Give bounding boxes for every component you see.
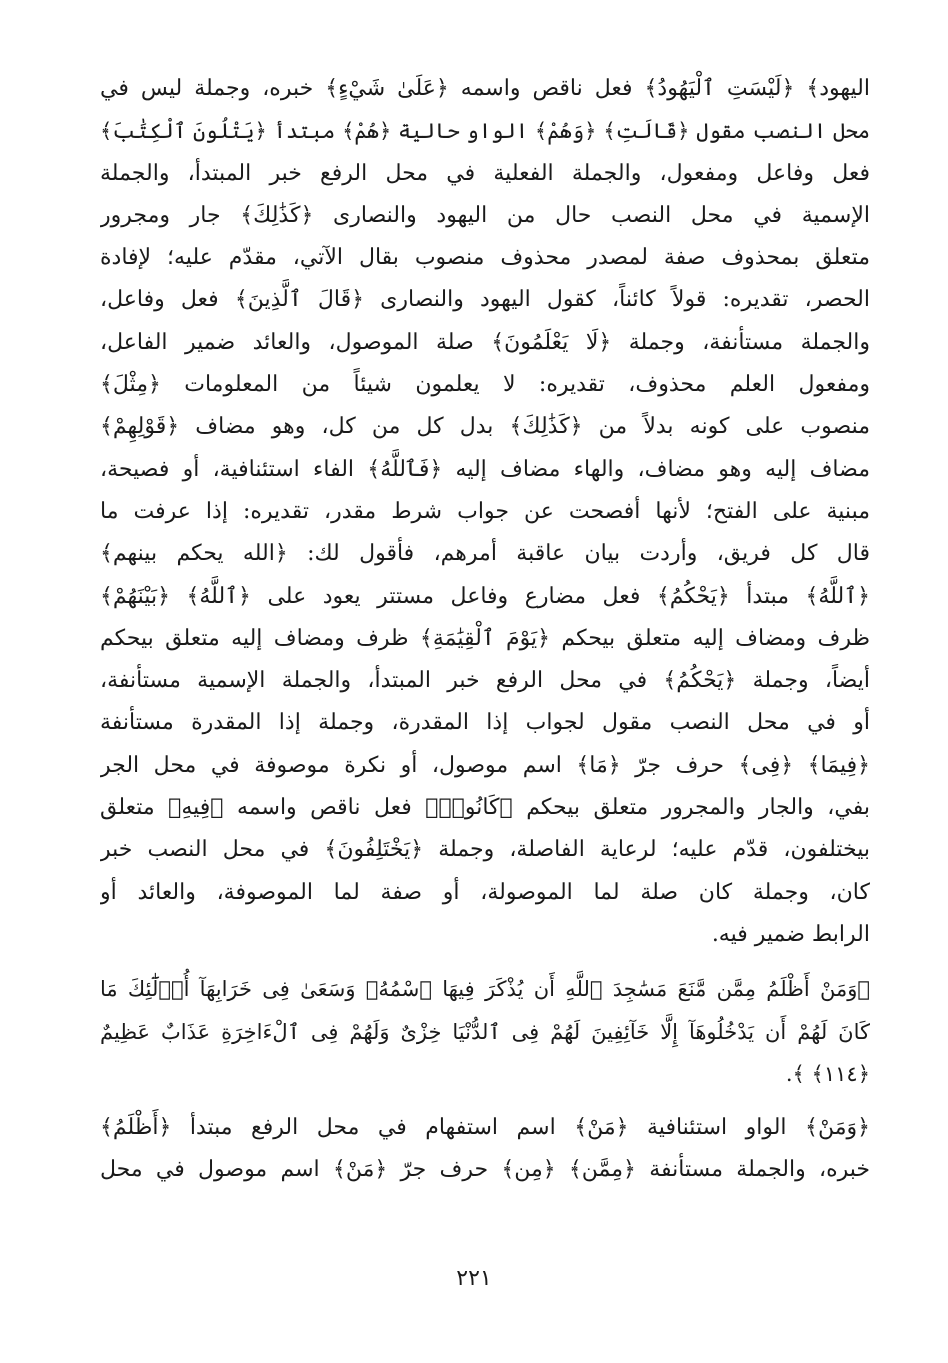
text-line: ﴿ٱللَّهُ﴾ مبتدأ ﴿يَحْكُمُ﴾ فعل مضارع وفاعل مستتر يعود على ﴿ٱللَّهُ﴾ ﴿بَيْنَهُمْ﴾ bbox=[100, 583, 870, 609]
verse-line: ﴿١١٤﴾ ﴾. bbox=[785, 1061, 870, 1086]
text-line: الرابط ضمير فيه. bbox=[711, 921, 870, 947]
text-line: كان، وجملة كان صلة لما الموصولة، أو صفة لما الموصوفة، والعائد أو bbox=[100, 879, 870, 905]
text-line: مضاف إليه وهو مضاف، والهاء مضاف إليه ﴿فَٱللَّهُ﴾ الفاء استئنافية، أو فصيحة، bbox=[100, 456, 870, 482]
text-line: ومفعول العلم محذوف، تقديره: لا يعلمون شيئاً من المعلومات ﴿مِثْلَ﴾ bbox=[100, 372, 870, 398]
text-line: منصوب على كونه بدلاً من ﴿كَذَٰلِكَ﴾ بدل كل من كل، وهو مضاف ﴿قَوْلِهِمْ﴾ bbox=[100, 414, 870, 440]
quran-verse bbox=[100, 968, 870, 1095]
paragraph-gap bbox=[100, 1095, 870, 1107]
text-line: بيختلفون، قدّم عليه؛ لرعاية الفاصلة، وجملة ﴿يَخْتَلِفُونَ﴾ في محل النصب خبر bbox=[100, 837, 870, 863]
text-line: الإسمية في محل النصب حال من اليهود والنصارى ﴿كَذَٰلِكَ﴾ جار ومجرور bbox=[100, 202, 870, 228]
text-line: فعل وفاعل ومفعول، والجملة الفعلية في محل الرفع خبر المبتدأ، والجملة bbox=[100, 160, 870, 186]
text-line: أو في محل النصب مقول لجواب إذا المقدرة، وجملة إذا المقدرة مستأنفة bbox=[100, 710, 870, 736]
page-body bbox=[100, 68, 870, 1192]
text-line: أيضاً، وجملة ﴿يَحْكُمُ﴾ في محل الرفع خبر المبتدأ، والجملة الإسمية مستأنفة، bbox=[100, 668, 870, 694]
text-line: ﴿وَمَنْ﴾ الواو استئنافية ﴿مَنْ﴾ اسم استفهام في محل الرفع مبتدأ ﴿أَظْلَمُ﴾ bbox=[100, 1115, 870, 1141]
page-number: ٢٢١ bbox=[456, 1266, 492, 1291]
text-line: متعلق بمحذوف صفة لمصدر محذوف منصوب بقال الآتي، مقدّم عليه؛ لإفادة bbox=[100, 245, 870, 271]
text-line: والجملة مستأنفة، وجملة ﴿لَا يَعْلَمُونَ﴾ صلة الموصول، والعائد ضمير الفاعل، bbox=[100, 329, 870, 355]
verse-line: كَانَ لَهُمْ أَن يَدْخُلُوهَآ إِلَّا خَآئِفِينَ لَهُمْ فِى ٱلدُّنْيَا خِزْىٌ وَلَهُمْ فِى ٱلْءَاخِرَةِ عَذَابٌ عَظِيمٌ bbox=[100, 1019, 870, 1044]
verse-line: ﴿وَمَنْ أَظْلَمُ مِمَّن مَّنَعَ مَسَٰجِدَ ٱللَّهِ أَن يُذْكَرَ فِيهَا ٱسْمُهُۥ وَسَعَىٰ فِى خَرَابِهَآ أُو۟لَٰٓئِكَ مَا bbox=[100, 977, 870, 1002]
commentary-paragraph bbox=[100, 1107, 870, 1192]
text-line: ﴿فِيمَا﴾ ﴿فِى﴾ حرف جرّ ﴿مَا﴾ اسم موصول، أو نكرة موصوفة في محل الجر bbox=[100, 752, 870, 778]
text-line: الحصر، تقديره: قولاً كائناً، كقول اليهود والنصارى ﴿قَالَ ٱلَّذِينَ﴾ فعل وفاعل، bbox=[100, 287, 870, 313]
text-line: اليهود﴾ ﴿لَيْسَتِ ٱلْيَهُودُ﴾ فعل ناقص واسمه ﴿عَلَىٰ شَيْءٍ﴾ خبره، وجملة ليس في bbox=[100, 76, 870, 101]
text-line: بفي، والجار والمجرور متعلق بيحكم ﴿كَانُوا۟﴾ فعل ناقص واسمه ﴿فِيهِ﴾ متعلق bbox=[100, 795, 870, 821]
text-line: خبره، والجملة مستأنفة ﴿مِمَّن﴾ ﴿مِن﴾ حرف جرّ ﴿مَنْ﴾ اسم موصول في محل bbox=[100, 1157, 870, 1183]
commentary-paragraph bbox=[100, 68, 870, 956]
paragraph-gap bbox=[100, 956, 870, 968]
text-line: محل النصب مقول ﴿قَالَتِ﴾ ﴿وَهُمْ﴾ الواو حالية ﴿هُمْ﴾ مبتدأ ﴿يَتْلُونَ ٱلْكِتَٰبَ﴾ bbox=[100, 119, 870, 144]
text-line: قال كل فريق، وأردت بيان عاقبة أمرهم، فأقول لك: ﴿الله يحكم بينهم﴾ bbox=[100, 541, 870, 567]
text-line: مبنية على الفتح؛ لأنها أفصحت عن جواب شرط مقدر، تقديره: إذا عرفت ما bbox=[100, 498, 870, 524]
text-line: ظرف ومضاف إليه متعلق بيحكم ﴿يَوْمَ ٱلْقِيَٰمَةِ﴾ ظرف ومضاف إليه متعلق بيحكم bbox=[100, 625, 870, 651]
